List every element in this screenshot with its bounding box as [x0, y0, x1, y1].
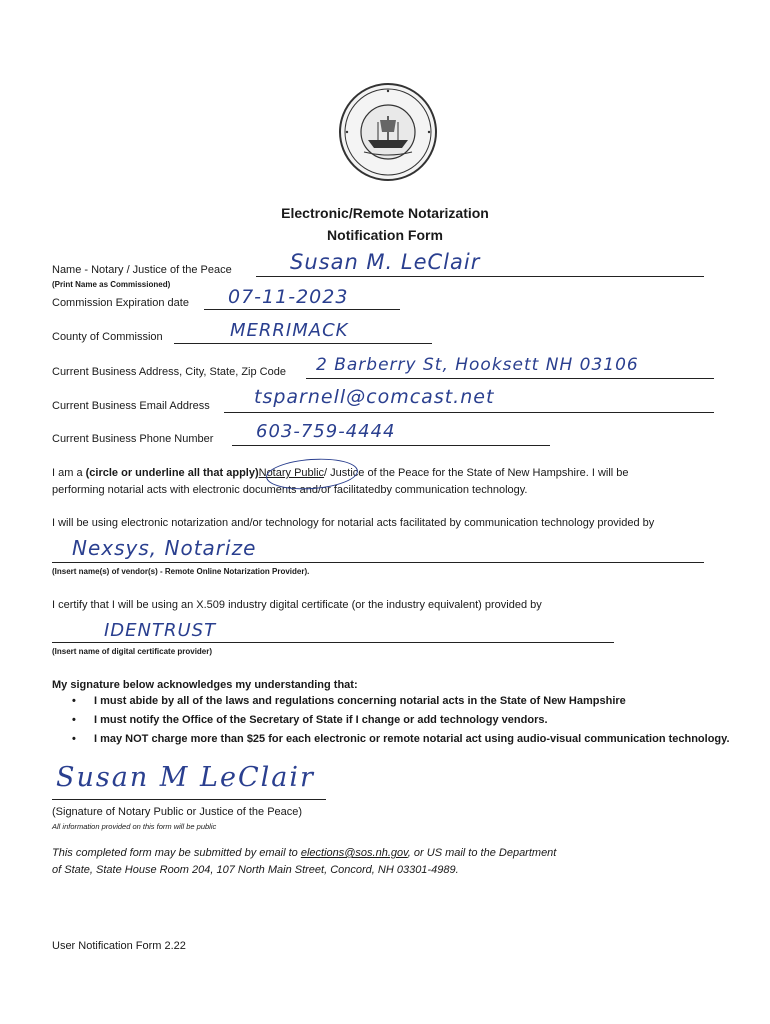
- form-title: Electronic/Remote Notarization: [281, 205, 489, 221]
- submit-line1: [52, 847, 556, 859]
- vendor-line: [52, 562, 704, 563]
- role-part1: I am a: [52, 467, 83, 479]
- ack-item-laws: • I must abide by all of the laws and regulations concerning notarial acts in the State of New Hampshire: [72, 692, 734, 711]
- submit-line2: of State, State House Room 204, 107 North Main Street, Concord, NH 03301-4989.: [52, 864, 459, 876]
- email-label: Current Business Email Address: [52, 400, 210, 412]
- form-version-footer: User Notification Form 2.22: [52, 940, 186, 952]
- county-line: [174, 343, 432, 344]
- ack-heading: My signature below acknowledges my understanding that:: [52, 679, 358, 691]
- email-line: [224, 412, 714, 413]
- state-seal-icon: [338, 82, 438, 182]
- name-note: (Print Name as Commissioned): [52, 280, 171, 289]
- submit-part1: This completed form may be submitted by email to: [52, 847, 301, 859]
- signature-label: (Signature of Notary Public or Justice of the Peace): [52, 806, 303, 818]
- name-label: Name - Notary / Justice of the Peace: [52, 264, 232, 276]
- signature-handwritten: Susan M LeClair: [56, 762, 315, 793]
- public-note: All information provided on this form will be public: [52, 822, 217, 831]
- phone-handwritten: 603-759-4444: [256, 421, 396, 442]
- role-instruction: (circle or underline all that apply): [85, 467, 259, 479]
- address-label: Current Business Address, City, State, Zip Code: [52, 366, 286, 378]
- role-notary-public: Notary Public: [258, 467, 325, 479]
- expiration-line: [204, 309, 400, 310]
- submit-email-link[interactable]: elections@sos.nh.gov: [300, 847, 408, 859]
- expiration-handwritten: 07-11-2023: [228, 286, 349, 308]
- county-label: County of Commission: [52, 331, 163, 343]
- county-handwritten: MERRIMACK: [230, 320, 349, 341]
- vendor-handwritten: Nexsys, Notarize: [72, 536, 257, 560]
- email-handwritten: tsparnell@comcast.net: [254, 386, 495, 408]
- cert-handwritten: IDENTRUST: [104, 620, 217, 641]
- ack-item-charge: • I may NOT charge more than $25 for each electronic or remote notarial act using audio-visual communication technology.: [72, 730, 734, 749]
- cert-note: (Insert name of digital certificate provider): [52, 647, 213, 656]
- ack-list: [72, 692, 734, 749]
- signature-line: [52, 799, 326, 800]
- phone-line: [232, 445, 550, 446]
- form-subtitle: Notification Form: [327, 227, 443, 243]
- vendor-note: (Insert name(s) of vendor(s) - Remote Online Notarization Provider).: [52, 567, 310, 576]
- ack-item-notify: • I must notify the Office of the Secretary of State if I change or add technology vendors.: [72, 711, 734, 730]
- name-line: [256, 276, 704, 277]
- role-line2: performing notarial acts with electronic documents and/or facilitatedby communication technology.: [52, 484, 528, 496]
- phone-label: Current Business Phone Number: [52, 433, 214, 445]
- cert-intro: I certify that I will be using an X.509 industry digital certificate (or the industry equivalent) provided by: [52, 599, 542, 611]
- cert-line: [52, 642, 614, 643]
- address-handwritten: 2 Barberry St, Hooksett NH 03106: [316, 355, 639, 375]
- submit-part2: , or US mail to the Department: [407, 847, 557, 859]
- expiration-label: Commission Expiration date: [52, 297, 189, 309]
- name-handwritten: Susan M. LeClair: [290, 250, 481, 274]
- vendor-intro: I will be using electronic notarization and/or technology for notarial acts facilitated by communication technology provided by: [52, 517, 655, 529]
- address-line: [306, 378, 714, 379]
- role-part2: / Justice of the Peace for the State of New Hampshire. I will be: [324, 467, 629, 479]
